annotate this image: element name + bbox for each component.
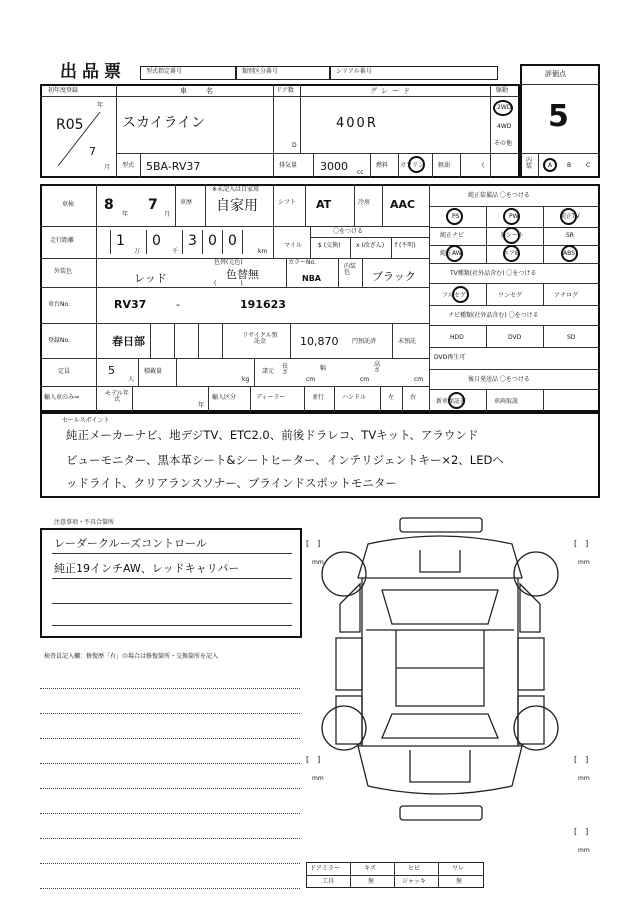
import-dealer: ディーラー (256, 394, 286, 401)
equip-abs-circle[interactable] (561, 245, 578, 262)
first-reg-era: R05 (56, 117, 84, 133)
model-cert-label: 型式指定番号 (146, 68, 183, 75)
drive-label: 駆動 (496, 87, 509, 94)
legend-door-mirror: ドアミラー (310, 865, 340, 872)
usage-value: 自家用 (216, 198, 258, 214)
length-label: 長さ (282, 363, 289, 376)
import-label: 輸入車のみ⇒ (44, 394, 80, 401)
rating-label: 評価点 (545, 70, 566, 78)
navi-hdd: HDD (450, 334, 464, 341)
height-label: 高さ (374, 361, 381, 374)
equip-leather: 革シート (500, 232, 525, 239)
colorno-label: カラーNo. (288, 259, 316, 266)
mm-rear-right: mm (578, 775, 590, 782)
sales-label: セールスポイント (62, 417, 110, 424)
shift-label: シフト (278, 199, 297, 206)
sales-line-3: ッドライト、クリアランスソナー、ブラインドスポットモニター (66, 476, 397, 490)
load-kg: kg (242, 376, 250, 383)
equip-leather-circle[interactable] (503, 227, 520, 244)
later-header: 後日発送品 〇をつける (468, 376, 530, 383)
mm-front-right: mm (578, 559, 590, 566)
ac-value: AAC (390, 198, 416, 211)
legend-tool: 工具 (322, 878, 335, 885)
tv-header: TV種類(社外品含む) 〇をつける (450, 270, 537, 277)
handle-right: 右 (410, 394, 417, 401)
shift-value: AT (316, 198, 332, 211)
load-label: 積載量 (144, 368, 163, 375)
equip-ps: PS (452, 213, 460, 220)
mileage-opt-tamper: x (改ざん) (356, 242, 385, 249)
mileage-digit-1: 1 (116, 233, 125, 249)
legend-scratch: キズ (364, 865, 376, 872)
chassis-number: 191623 (240, 298, 286, 311)
sales-line-1: 純正メーカーナビ、地デジTV、ETC2.0、前後ドラレコ、TVキット、アラウンド (66, 428, 479, 442)
equip-sr: SR (566, 232, 574, 239)
reg-label: 登録No. (48, 337, 70, 344)
equip-aw-circle[interactable] (446, 245, 463, 262)
grade-label: グレード (370, 87, 414, 95)
first-reg-label: 初年度登録 (48, 87, 79, 94)
first-reg-slash (48, 100, 111, 171)
note-line-2: 純正19インチAW、レッドキャリパー (54, 562, 240, 575)
color-change-paren: ( ) (214, 280, 243, 287)
rating-value: 5 (548, 99, 569, 134)
model-label: 型式 (122, 162, 135, 169)
notes-label: 注意事項・不具合箇所 (54, 519, 115, 526)
fuel-label: 燃料 (376, 162, 389, 169)
capacity-value: 5 (108, 364, 115, 377)
mileage-opt-exchange: $ (交換) (318, 242, 341, 249)
interior-label: 内装 (526, 157, 533, 170)
mm-spare: mm (578, 847, 590, 854)
interior-c: C (586, 162, 591, 169)
car-diagram (300, 514, 580, 854)
legend-tool-value: 無 (368, 878, 375, 885)
mileage-digit-4: 0 (208, 233, 217, 249)
handle-label: ハンドル (342, 394, 367, 401)
drive-2wd: 2WD (497, 104, 512, 111)
first-reg-month: 7 (89, 145, 96, 158)
interior-color-label: 内装色 (344, 263, 357, 276)
genuine-header: 純正装備品 〇をつける (468, 192, 530, 199)
equip-aw: 純正AW (440, 250, 462, 257)
recycle-label: リサイクル預託金 (242, 332, 278, 345)
color-change-label: 色替(元色) (214, 259, 243, 266)
capacity-unit: 人 (128, 376, 135, 383)
vehicle-name: スカイライン (122, 115, 206, 131)
equip-tv-circle[interactable] (560, 208, 577, 225)
serial-label: シリアル番号 (336, 68, 372, 75)
fuel-gasoline: ガソリン (400, 162, 425, 169)
mileage-opt-mile: マイル (284, 242, 302, 249)
later-manual: 車両取説 (494, 398, 519, 405)
width-cm: cm (360, 376, 370, 383)
inspection-label: 車検 (62, 201, 75, 208)
bracket-rear-right: [ ] (574, 755, 589, 764)
dvd-label: DVD再生可 (434, 354, 466, 361)
import-class-label: 輸入区分 (212, 394, 237, 401)
colorno-value: NBA (302, 274, 321, 283)
bracket-rear-left: [ ] (306, 755, 321, 764)
bracket-front-left: [ ] (306, 539, 321, 548)
legend-jack: ジャッキ (402, 878, 426, 885)
inspection-year-unit: 年 (122, 211, 129, 218)
tv-oneseg: ワンセグ (498, 292, 523, 299)
inspector-label: 検査員記入欄：修復歴「有」の場合は修復箇所・交換箇所を記入 (44, 653, 219, 660)
equip-abs: ABS (563, 250, 575, 257)
import-parallel: 並行 (312, 394, 325, 401)
mileage-digit-5: 0 (228, 233, 237, 249)
inspection-month-unit: 月 (164, 211, 171, 218)
equip-tv: 純正TV (560, 213, 580, 220)
mileage-digit-2: 0 (152, 233, 161, 249)
navi-header: ナビ種類(社外品含む) 〇をつける (448, 312, 539, 319)
mileage-km: km (258, 248, 268, 255)
inspection-month: 7 (148, 197, 158, 213)
displacement-label: 排気量 (279, 162, 298, 169)
cc-unit: cc (357, 169, 364, 176)
mileage-man: 万 (134, 248, 141, 255)
mm-front-left: mm (312, 559, 324, 566)
dims-label: 諸元 (262, 368, 275, 375)
height-cm: cm (414, 376, 424, 383)
chassis-prefix: RV37 (114, 298, 147, 311)
chassis-label: 車台No. (48, 301, 70, 308)
mileage-opt-unknown: f (不明) (395, 242, 416, 249)
chassis-dash: - (176, 298, 180, 311)
interior-a-circle[interactable] (543, 158, 557, 172)
note-line-1: レーダークルーズコントロール (54, 537, 207, 550)
equip-ps-circle[interactable] (446, 208, 463, 225)
ac-label: 冷房 (358, 199, 371, 206)
later-warranty-circle[interactable] (448, 392, 465, 409)
bracket-spare: [ ] (574, 827, 589, 836)
interior-color-value: ブラック (372, 270, 416, 283)
month-unit: 月 (104, 164, 111, 171)
handle-left: 左 (388, 394, 395, 401)
recycle-unpaid: 未預託 (398, 338, 417, 345)
grade-value: 400R (336, 116, 378, 131)
equip-pw-circle[interactable] (503, 208, 520, 225)
mileage-sen: 千 (172, 248, 179, 255)
drive-4wd: 4WD (497, 123, 512, 130)
capacity-label: 定員 (58, 368, 71, 375)
equip-airbag: エアB (503, 250, 520, 257)
equip-navi: 純正ナビ (440, 232, 465, 239)
bracket-front-right: [ ] (574, 539, 589, 548)
drive-other: その他 (494, 140, 513, 147)
name-label: 車 名 (180, 87, 219, 95)
fuel-light: 軽油 (438, 162, 451, 169)
mileage-circle-header: 〇をつける (333, 228, 364, 235)
width-label: 幅 (320, 365, 327, 372)
navi-dvd: DVD (508, 334, 522, 341)
length-cm: cm (306, 376, 316, 383)
fuel-gasoline-circle[interactable] (408, 156, 425, 173)
mileage-label: 走行距離 (50, 237, 75, 244)
class-label: 類別区分番号 (242, 68, 279, 75)
recycle-status: 円預託済 (352, 338, 377, 345)
legend-break: ワレ (452, 865, 465, 872)
tv-fullseg: フルセグ (442, 292, 466, 299)
year-unit: 年 (97, 102, 104, 109)
page-title: 出品票 (60, 62, 126, 82)
legend-crack: ヒビ (408, 865, 421, 872)
inspection-year: 8 (104, 197, 114, 213)
tv-analog: アナログ (554, 292, 579, 299)
drive-2wd-circle[interactable] (493, 100, 513, 116)
usage-note: ※未記入は自家用 (212, 186, 260, 193)
model-year-unit: 年 (198, 402, 205, 409)
later-warranty: 新車保証書 (436, 398, 467, 405)
reg-value: 春日部 (112, 335, 145, 348)
displacement-value: 3000 (320, 160, 348, 173)
fuel-paren: ( (482, 162, 485, 169)
doors-label: ドア数 (276, 87, 294, 94)
mm-rear-left: mm (312, 775, 324, 782)
mileage-digit-3: 3 (188, 233, 197, 249)
model-value: 5BA-RV37 (146, 160, 201, 173)
navi-sd: SD (567, 334, 576, 341)
recycle-value: 10,870 (300, 335, 339, 348)
sales-line-2: ビューモニター、黒本革シート&シートヒーター、インテリジェントキー×2、LEDヘ (66, 453, 504, 467)
usage-label: 車歴 (180, 199, 193, 206)
door-d: D (292, 142, 297, 149)
color-label: 外装色 (54, 268, 73, 275)
equip-airbag-circle[interactable] (503, 245, 520, 262)
color-change-value: 色替無 (226, 268, 259, 281)
model-year-label: モデル年式 (105, 390, 129, 403)
equip-pw: PW (509, 213, 519, 220)
color-value: レッド (134, 272, 167, 285)
interior-a: A (548, 162, 553, 169)
interior-b: B (567, 162, 572, 169)
legend-jack-value: 無 (456, 878, 463, 885)
tv-fullseg-circle[interactable] (452, 286, 469, 303)
